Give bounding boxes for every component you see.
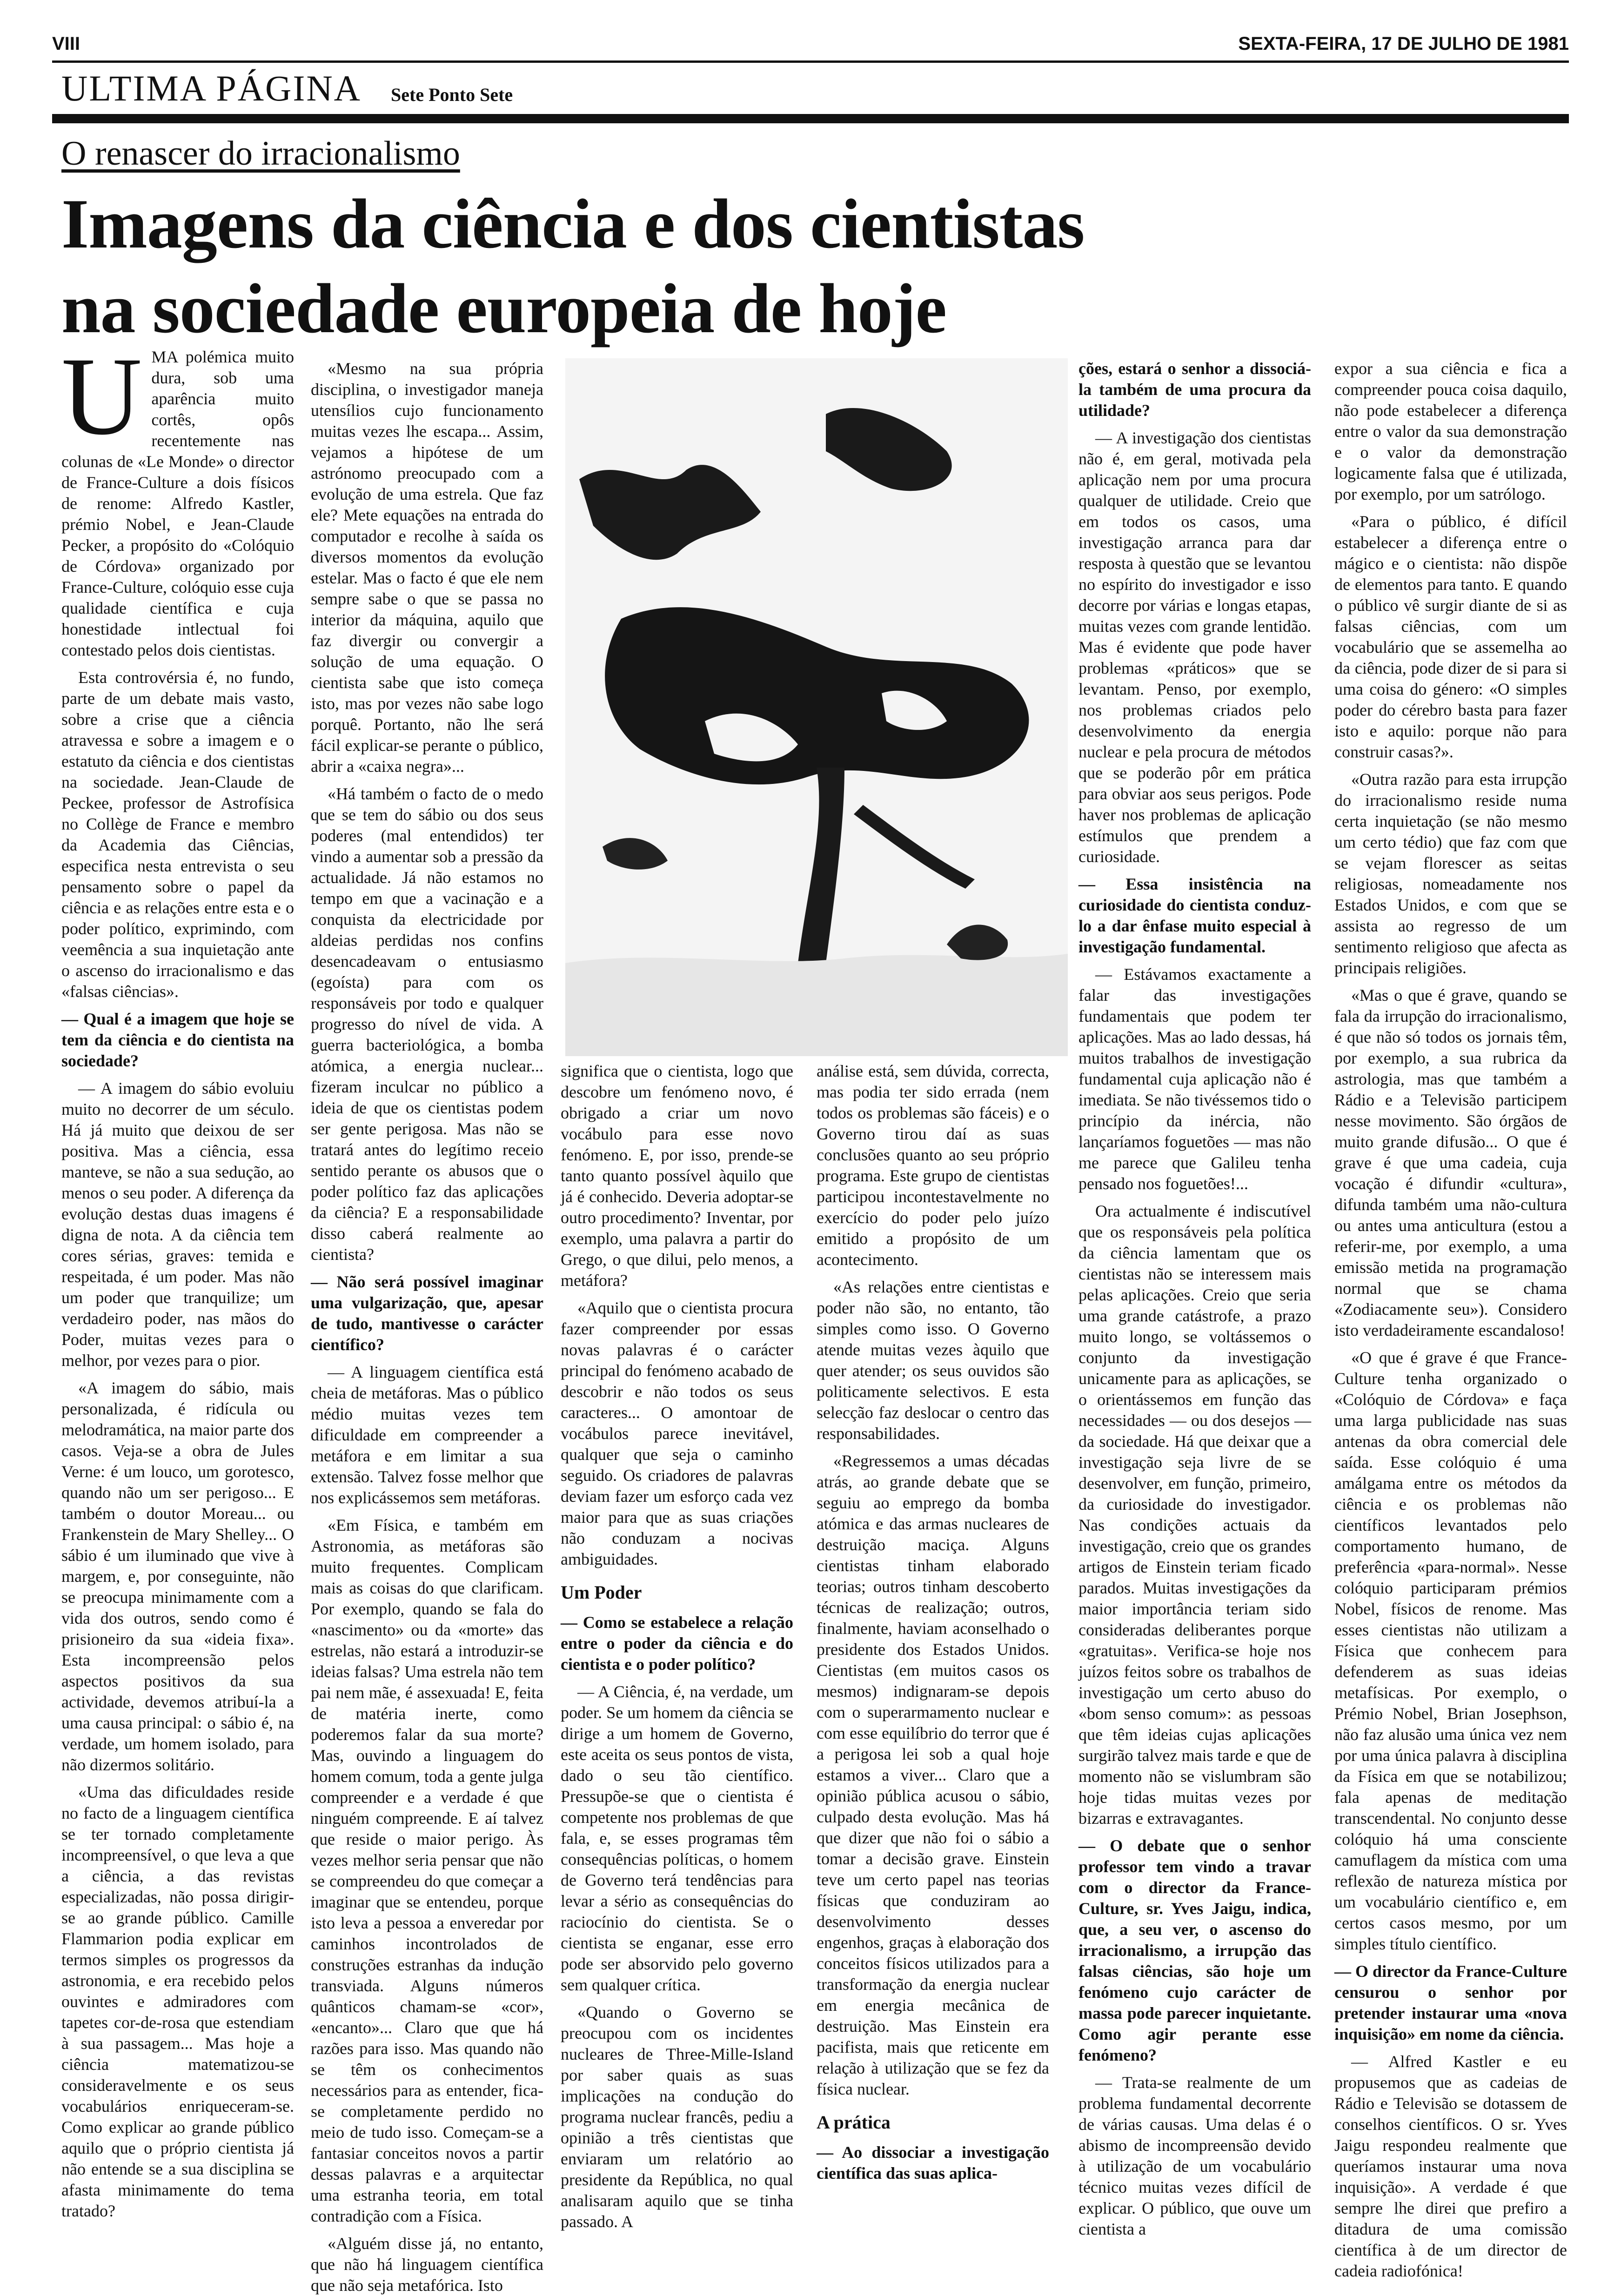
interview-question: — Como se estabelece a relação entre o poder da ciência e do cientista e o poder político?: [561, 1613, 793, 1673]
paragraph: — A investigação dos cientistas não é, em geral, motivada pela aplicação nem por uma procura qualquer de utilidade. Creio que em todos os casos, uma investigação arranca para dar resposta à questão que se levantou no espírito do investigador e isso decorre por várias e longas etapas, muitas vezes com grande lentidão. Mas é evidente que pode haver problemas «práticos» que se levantam. Penso, por exemplo, nos problemas criados pelo desenvolvimento da energia nuclear e pela procura de métodos que se poderão pôr em prática para obviar aos seus perigos. Pode haver nos problemas de aplicação estímulos que prendem a curiosidade.: [1078, 428, 1311, 866]
article-photo: [565, 358, 1068, 1056]
interview-question: — Ao dissociar a investigação científica das suas aplica-: [817, 2143, 1049, 2182]
paragraph: análise está, sem dúvida, correcta, mas podia ter sido errada (nem todos os problemas são fáceis) e o Governo tirou daí as suas conclusões quanto ao seu próprio programa. Este grupo de cientistas participou incontestavelmente no exercício do poder pelo juízo emitido a propósito de um acontecimento.: [817, 1062, 1049, 1269]
subheading: Um Poder: [561, 1582, 642, 1603]
paragraph: — A linguagem científica está cheia de metáforas. Mas o público médio muitas vezes tem dificuldade em compreender a metáfora e em limitar a sua extensão. Talvez fosse melhor que nos explicássemos sem metáforas.: [311, 1363, 543, 1507]
paragraph: — Estávamos exactamente a falar das investigações fundamentais que podem ter aplicações. Mas ao lado dessas, há muitos trabalhos de investigação fundamental cuja aplicação não é imediata. Se não tivéssemos tido o princípio da inércia, não lançaríamos foguetões — mas não me parece que Galileu tenha pensado nos foguetões!...: [1078, 965, 1311, 1193]
interview-question: — O debate que o senhor professor tem vindo a travar com o director da France-Culture, sr. Yves Jaigu, indica, que, a seu ver, o ascenso do irracionalismo, a irrupção das falsas ciências, são hoje um fenómeno cujo carácter de massa pode parecer inquietante. Como agir perante esse fenómeno?: [1078, 1836, 1311, 2064]
article-kicker: O renascer do irracionalismo: [61, 134, 460, 173]
interview-question: — Essa insistência na curiosidade do cientista conduz-lo a dar ênfase muito especial à investigação fundamental.: [1078, 875, 1311, 956]
subheading: A prática: [817, 2112, 891, 2133]
paragraph: «Mesmo na sua própria disciplina, o investigador maneja utensílios cujo funcionamento muitas vezes lhe escapa... Assim, vejamos a hipótese de um astrónomo preocupado com a evolução de uma estrela. Que faz ele? Mete equações na entrada do computador e recolhe à saída os diversos momentos da evolução estelar. Mas o facto é que ele nem sempre sabe o que se passa no interior da máquina, aquilo que faz divergir ou convergir a solução de uma equação. O cientista sabe que isto começa isto, mas por vezes não sabe logo porquê. Portanto, não lhe será fácil explicar-se perante o público, abrir a «caixa negra»...: [311, 359, 543, 776]
paragraph: «Para o público, é difícil estabelecer a diferença entre o mágico e o cientista: não dispõe de elementos para tanto. E quando o público vê surgir diante de si as falsas ciências, com um vocabulário que se assemelha ao da ciência, pode dizer de si para si uma coisa do género: «O simples poder do cérebro basta para fazer isto e aquilo: porque não para construir casas?».: [1334, 512, 1567, 761]
paragraph: «A imagem do sábio, mais personalizada, é ridícula ou melodramática, na maior parte dos casos. Veja-se a obra de Jules Verne: é um louco, um gorotesco, quando não um ser perigoso... E também o doutor Moreau... ou Frankenstein de Mary Shelley... O sábio é um iluminado que vive à margem, e, por conseguinte, não se preocupa minimamente com a vida dos outros, sendo como é prisioneiro da sua «ideia fixa». Esta incompreensão pelos aspectos positivos da sua actividade, devemos atribuí-la a uma causa principal: o sábio é, na verdade, um homem isolado, para não dizermos solitário.: [61, 1379, 294, 1774]
paragraph: — A Ciência, é, na verdade, um poder. Se um homem da ciência se dirige a um homem de Governo, este aceita os seus pontos de vista, dado o seu tão científico. Pressupõe-se que o cientista é competente nos problemas de que fala, e, se esses programas têm consequências políticas, o homem de Governo terá tendências para levar a sério as consequências do raciocínio do cientista. Se o cientista se enganar, esse erro pode ser absorvido pelo governo sem qualquer crítica.: [561, 1682, 793, 1994]
paragraph: «Alguém disse já, no entanto, que não há linguagem científica que não seja metafórica. Isto: [311, 2234, 543, 2295]
interview-question: — Qual é a imagem que hoje se tem da ciência e do cientista na sociedade?: [61, 1010, 294, 1070]
paragraph: «Uma das dificuldades reside no facto de a linguagem científica se ter tornado completamente incompreensível, o que leva a que a ciência, a das revistas especializadas, não possa dirigir-se ao grande público. Camille Flammarion podia explicar em termos simples os progressos da astronomia, e era recebido pelos ouvintes e admiradores com tapetes cor-de-rosa que estendiam à sua passagem... Mas hoje a ciência matematizou-se consideravelmente e os seus vocabulários enriqueceram-se. Como explicar ao grande público aquilo que o próprio cientista já não entende se a sua disciplina se afasta minimamente do tema tratado?: [61, 1783, 294, 2220]
interview-question: — O director da France-Culture censurou o senhor por pretender instaurar uma «nova inquisição» em nome da ciência.: [1334, 1962, 1567, 2043]
paragraph: «Outra razão para esta irrupção do irracionalismo reside numa certa inquietação (se não mesmo um certo tédio) que faz com que se vejam florescer as seitas religiosas, nomeadamente nos Estados Unidos, e com que se assista ao regresso de um sentimento religioso que afecta as principais religiões.: [1334, 770, 1567, 977]
paragraph: — A imagem do sábio evoluiu muito no decorrer de um século. Há já muito que deixou de ser positiva. Mas a ciência, essa manteve, se não a sua sedução, ao menos o seu poder. A diferença da evolução destas duas imagens é digna de nota. A da ciência tem cores sérias, graves: temida e respeitada, é um poder. Mas não um poder que tranquilize; um verdadeiro poder, nas mãos do Poder, muitas vezes para o melhor, por vezes para o pior.: [61, 1079, 294, 1370]
article-column-4: [817, 1061, 1049, 2182]
headline-line-2: na sociedade europeia de hoje: [61, 269, 946, 348]
drop-cap: U: [61, 334, 142, 458]
issue-date: SEXTA-FEIRA, 17 DE JULHO DE 1981: [1238, 33, 1569, 54]
article-headline: [61, 181, 1364, 351]
paragraph: expor a sua ciência e fica a compreender pouca coisa daquilo, não pode estabelecer a diferença entre o valor da sua demonstração e o valor da demonstração logicamente falsa que é utilizada, por exemplo, por um satrólogo.: [1334, 359, 1567, 503]
paragraph: — Alfred Kastler e eu propusemos que as cadeias de Rádio e Televisão se dotassem de conselhos científicos. O sr. Yves Jaigu respondeu realmente que queríamos instaurar uma nova inquisição». A verdade é que sempre lhe direi que prefiro a ditadura de uma comissão científica à de um director de cadeia radiofónica!: [1334, 2052, 1567, 2280]
paragraph: «Regressemos a umas décadas atrás, ao grande debate que se seguiu ao emprego da bomba atómica e das armas nucleares de destruição maciça. Alguns cientistas tinham elaborado teorias; outros tinham descoberto técnicas de realização; outros, finalmente, haviam aconselhado o presidente dos Estados Unidos. Cientistas (em muitos casos os mesmos) indignaram-se depois com o superarmamento nuclear e com esse equilíbrio do terror que é a perigosa lei sob a qual hoje estamos a viver... Claro que a opinião pública acusou o sábio, culpado desta evolução. Mas há que dizer que não foi o sábio a tomar a decisão grave. Einstein teve um certo papel nas teorias físicas que conduziram ao desenvolvimento desses engenhos, graças à elaboração dos conceitos físicos utilizados para a transformação da energia nuclear em energia mecânica de destruição. Mas Einstein era pacifista, mais que reticente em relação à utilização que se fez da física nuclear.: [817, 1452, 1049, 2098]
article-column-5: [1078, 358, 1311, 2238]
paragraph: «Quando o Governo se preocupou com os incidentes nucleares de Three-Mille-Island por saber quais as suas implicações na condução do programa nuclear francês, pediu a opinião a três cientistas que enviaram um relatório ao presidente da República, no qual analisaram aquilo que se tinha passado. A: [561, 2003, 793, 2231]
paragraph: Ora actualmente é indiscutível que os responsáveis pela política da ciência lamentam que os cientistas não se interessem mais pelas aplicações. Creio que seria uma grande catástrofe, a prazo muito longo, se voltássemos o conjunto da investigação unicamente para as aplicações, se o orientássemos em função das necessidades — ou dos desejos — da sociedade. Há que deixar que a investigação seja livre de se desenvolver, em função, primeiro, da curiosidade do investigador. Nas condições actuais da investigação, creio que os grandes artigos de Einstein teriam ficado parados. Muitas investigações da maior importância teriam sido consideradas deliberantes porque «gratuitas». Verifica-se hoje nos juízos feitos sobre os trabalhos de investigação um certo abuso do «bom senso comum»: as pessoas que têm ideias cujas aplicações surgirão talvez mais tarde e que de momento não se vislumbram são hoje tidas muitas vezes por bizarras e extravagantes.: [1078, 1202, 1311, 1827]
interview-question: — Não será possível imaginar uma vulgarização, que, apesar de tudo, mantivesse o carácter científico?: [311, 1272, 543, 1354]
paragraph: «Aquilo que o cientista procura fazer compreender por essas novas palavras é o carácter principal do fenómeno acabado de descobrir e não todos os seus caracteres... O amontoar de vocábulos parece inevitável, qualquer que seja o caminho seguido. Os criadores de palavras deviam fazer um esforço cada vez maior para que as suas criações não conduzam a nocivas ambiguidades.: [561, 1299, 793, 1568]
paragraph: — Trata-se realmente de um problema fundamental decorrente de várias causas. Uma delas é o abismo de incompreensão devido à utilização de um vocabulário técnico muitas vezes difícil de explicar. O público, que ouve um cientista a: [1078, 2073, 1311, 2238]
top-bar: [52, 28, 1569, 60]
paragraph: «Mas o que é grave, quando se fala da irrupção do irracionalismo, é que não só todos os jornais têm, por exemplo, a sua rubrica da astrologia, mas que também a Rádio e a Televisão participem nesse movimento. São órgãos de muito grande difusão... O que é grave é que uma cadeia, cuja vocação é difundir «cultura», difunda também uma não-cultura ou antes uma anticultura (estou a referir-me, por exemplo, a uma emissão metida na programação normal que se chama «Zodiacamente seu»). Considero isto verdadeiramente escandaloso!: [1334, 986, 1567, 1339]
interview-question: ções, estará o senhor a dissociá-la também de uma procura da utilidade?: [1078, 359, 1311, 420]
article-column-6: [1334, 358, 1567, 2280]
paragraph: «O que é grave é que France-Culture tenha organizado o «Colóquio de Córdova» e faça uma larga publicidade nas suas antenas da obra comercial dele saída. Esse colóquio é uma amálgama entre os métodos da ciência e os problemas não científicos levantados pelo comportamento humano, de preferência «para-normal». Nesse colóquio participaram prémios Nobel, físicos de renome. Mas esses cientistas não utilizam a Física que conhecem para defenderem as suas ideias metafísicas. Por exemplo, o Prémio Nobel, Brian Josephson, não faz alusão uma única vez nem por uma única palavra à disciplina da Física em que se notabilizou; fala apenas de meditação transcendental. No conjunto desse colóquio há uma consciente camuflagem da mística com uma reflexão de natureza mística por um vocabulário científico e, em certos casos mesmo, por um simples título científico.: [1334, 1348, 1567, 1953]
headline-line-1: Imagens da ciência e dos cientistas: [61, 185, 1085, 263]
paragraph: «As relações entre cientistas e poder não são, no entanto, tão simples como isso. O Governo atende muitas vezes àquilo que quer atender; os seus ouvidos são politicamente selectivos. E esta selecção faz deslocar o centro das responsabilidades.: [817, 1278, 1049, 1443]
section-subtitle: Sete Ponto Sete: [391, 84, 513, 105]
page-number: VIII: [52, 33, 80, 54]
paragraph: «Há também o facto de o medo que se tem do sábio ou dos seus poderes (mal entendidos) ter vindo a aumentar sob a pressão da actualidade. Já não estamos no tempo em que a vacinação e a conquista da electricidade por aldeias perdidas nos confins desencadeavam o entusiasmo (egoísta) para com os responsáveis por todo e qualquer progresso do nível de vida. A guerra bacteriológica, a bomba atómica, a energia nuclear... fizeram inculcar no público a ideia de que os cientistas podem ser gente perigosa. Mas não se tratará antes do legítimo receio sentido perante os abusos que o poder político faz das aplicações da ciência? E a responsabilidade disso caberá realmente ao cientista?: [311, 784, 543, 1264]
section-title: ULTIMA PÁGINA: [61, 68, 362, 108]
paragraph: significa que o cientista, logo que descobre um fenómeno novo, é obrigado a criar um novo vocábulo para esse novo fenómeno. E, por isso, prende-se tanto quanto possível àquilo que já é conhecido. Deveria adoptar-se outro procedimento? Inventar, por exemplo, uma palavra a partir do Grego, o que dilui, pelo menos, a metáfora?: [561, 1062, 793, 1290]
paragraph: «Em Física, e também em Astronomia, as metáforas são muito frequentes. Complicam mais as coisas do que clarificam. Por exemplo, quando se fala do «nascimento» ou da «morte» das estrelas, não estará a introduzir-se ideias falsas? Uma estrela não tem pai nem mãe, é assexuada! E, feita de matéria inerte, como poderemos falar da sua morte? Mas, ouvindo a linguagem do homem comum, toda a gente julga compreender e a verdade é que ninguém compreende. E aí talvez que reside o maior perigo. Às vezes melhor seria pensar que não se compreendeu do que começar a imaginar que se entendeu, porque isto leva a pessoa a enveredar por caminhos incontrolados de construções estranhas da indução transviada. Alguns números quânticos chamam-se «cor», «encanto»... Claro que que há razões para isso. Mas quando não se têm os conhecimentos necessários para as entender, fica-se completamente perdido no meio de tudo isso. Começam-se a fantasiar conceitos novos a partir dessas palavras e a arquitectar uma estranha teoria, em total contradição com a Física.: [311, 1516, 543, 2225]
top-rule: [52, 60, 1569, 63]
article-column-2: [311, 358, 543, 2295]
section-rule: [52, 114, 1569, 123]
paragraph: Esta controvérsia é, no fundo, parte de um debate mais vasto, sobre a crise que a ciência atravessa e sobre a imagem e o estatuto da ciência e dos cientistas na sociedade. Jean-Claude de Peckee, professor de Astrofísica no Collège de France e membro da Academia das Ciências, especifica nesta entrevista o seu pensamento sobre o papel da ciência e as relações entre esta e o poder político, exprimindo, com veemência a sua inquietação ante o ascenso do irracionalismo e das «falsas ciências».: [61, 668, 294, 1001]
article-column-1: [61, 334, 294, 2220]
paragraph: MA polémica muito dura, sob uma aparência muito cortês, opôs recentemente nas colunas de «Le Monde» o director de France-Culture a dois físicos de renome: Alfredo Kastler, prémio Nobel, e Jean-Claude Pecker, a propósito do «Colóquio de Córdova» organizado por France-Culture, colóquio esse cuja qualidade científica e cuja honestidade intlectual foi contestado pelos dois cientistas.: [61, 348, 294, 659]
article-column-3: [561, 1061, 793, 2231]
